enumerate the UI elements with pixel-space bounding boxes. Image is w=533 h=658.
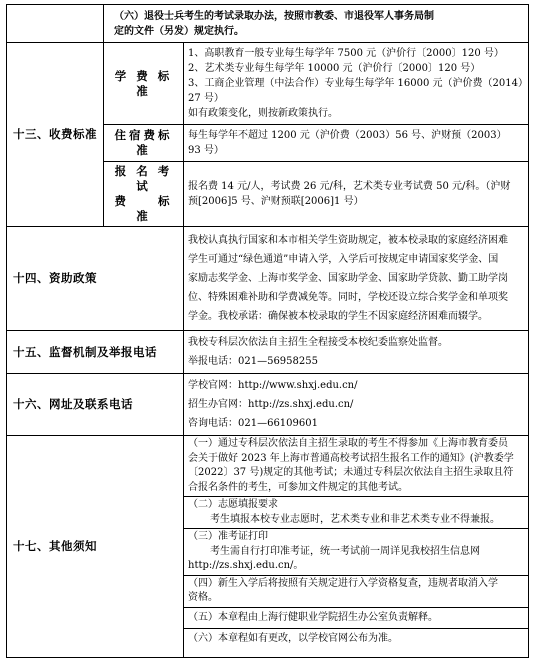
dorm-label: 住宿费标准 [104, 125, 184, 162]
exam-fee-label [104, 162, 187, 227]
tuition-line: 2、艺术类专业每生每学年 10000 元（沪价行〔2000〕120 号） [188, 63, 481, 74]
intro-line-2: 定的文件（另发）规定执行。 [114, 25, 244, 37]
note-4 [184, 576, 528, 608]
note-1-line: （一）通过专科层次依法自主招生录取的考生不得参加《上海市教育委员 [188, 438, 508, 449]
note-1-line: 会关于做好 2023 年上海市普通高校考试招生报名工作的通知》(沪教委学 [188, 452, 514, 464]
aid-content [184, 227, 529, 331]
supervision-row [7, 331, 529, 374]
section-15-title: 十五、监督机制及举报电话 [7, 331, 184, 374]
notes-content [184, 436, 529, 658]
exam-fee-line: 预[2006]5 号、沪财预联[2006]1 号） [188, 196, 364, 207]
intro-row [7, 5, 529, 43]
contact-row [7, 374, 529, 436]
exam-fee-label-line-1: 报 名 考 试 [114, 164, 173, 193]
intro-cell [104, 5, 529, 43]
admissions-website: 招生办官网：http://zs.shxj.edu.cn/ [188, 399, 354, 410]
supervision-content [184, 331, 529, 374]
note-6 [184, 629, 528, 650]
note-1-line: 〔2022〕37 号)规定的其他考试；未通过专科层次依法自主招生录取且符 [188, 467, 514, 478]
note-1 [184, 436, 528, 497]
consult-phone: 咨询电话：021—66109601 [188, 418, 318, 429]
note-1-line: 合报名条件的考生，可参加文件规定的其他考试。 [188, 481, 408, 493]
notes-row [7, 436, 529, 658]
aid-row [7, 227, 529, 331]
exam-fee-line: 报名费 14 元/人，考试费 26 元/科，艺术类专业考试费 50 元/科。（沪财 [188, 181, 511, 192]
note-5-line: （五）本章程由上海行健职业学院招生办公室负责解释。 [188, 611, 438, 623]
school-website: 学校官网：http://www.shxj.edu.cn/ [188, 380, 358, 391]
aid-line: 学金。我校承诺：确保被本校录取的学生不因家庭经济困难而辍学。 [188, 311, 488, 322]
note-2-body: 考生填报本校专业志愿时，艺术类专业和非艺术类专业不得兼报。 [210, 513, 500, 525]
note-5 [184, 608, 528, 630]
tuition-content [184, 43, 529, 125]
fee-tuition-row [7, 43, 529, 125]
tuition-line: 3、工商企业管理（中法合作）专业每生每学年 16000 元（沪价费（2014） [188, 78, 528, 89]
note-3-heading: （三）准考证打印 [188, 531, 268, 542]
section-17-title: 十七、其他须知 [7, 436, 184, 658]
tuition-line: 1、高职教育一般专业每生每学年 7500 元（沪价行〔2000〕120 号） [188, 48, 504, 59]
admission-rules-table [6, 4, 529, 658]
intro-line-1: （六）退役士兵考生的考试录取办法，按照市教委、市退役军人事务局制 [114, 10, 434, 22]
tuition-label: 学 费 标 准 [104, 43, 184, 125]
supervision-line: 我校专科层次依法自主招生全程接受本校纪委监察处监督。 [188, 337, 448, 348]
note-2-heading: （二）志愿填报要求 [188, 499, 278, 510]
dorm-line: 每生每学年不超过 1200 元（沪价费（2003）56 号、沪财预（2003） [188, 130, 507, 141]
aid-line: 我校认真执行国家和本市相关学生资助规定，被本校录取的家庭经济困难 [188, 235, 508, 246]
aid-line: 位、特殊困难补助和学费减免等。同时，学校还设立综合奖学金和单项奖 [188, 292, 508, 303]
section-16-title: 十六、网址及联系电话 [7, 374, 184, 436]
tuition-line: 27 号） [188, 93, 224, 104]
note-3-url: http://zs.shxj.edu.cn/。 [188, 560, 304, 571]
section-13-title: 十三、收费标准 [7, 43, 104, 227]
exam-fee-label-line-2: 费 标 准 [114, 194, 187, 223]
section-14-title: 十四、资助政策 [7, 227, 184, 331]
contact-content [184, 374, 529, 436]
note-3-body: 考生需自行打印准考证，统一考试前一周详见我校招生信息网 [210, 545, 480, 557]
dorm-content [184, 125, 529, 162]
exam-fee-content [184, 162, 529, 227]
note-6-line: （六）本章程如有更改，以学校官网公布为准。 [188, 633, 398, 644]
tuition-line: 如有政策变化，则按新政策执行。 [188, 108, 338, 119]
note-4-line: 资格。 [188, 592, 218, 603]
note-2 [184, 497, 528, 529]
dorm-line: 93 号） [188, 145, 224, 156]
aid-line: 家励志奖学金、上海市奖学金、国家助学金、国家助学贷款、勤工助学岗 [188, 273, 508, 284]
intro-empty-cell [7, 5, 104, 43]
aid-line: 学生可通过“绿色通道”申请入学，入学后可按规定申请国家奖学金、国 [188, 254, 499, 265]
note-4-line: （四）新生入学后将按照有关规定进行入学资格复查，违规者取消入学 [188, 577, 498, 589]
note-3 [184, 529, 528, 576]
report-phone: 举报电话：021—56958255 [188, 356, 318, 367]
